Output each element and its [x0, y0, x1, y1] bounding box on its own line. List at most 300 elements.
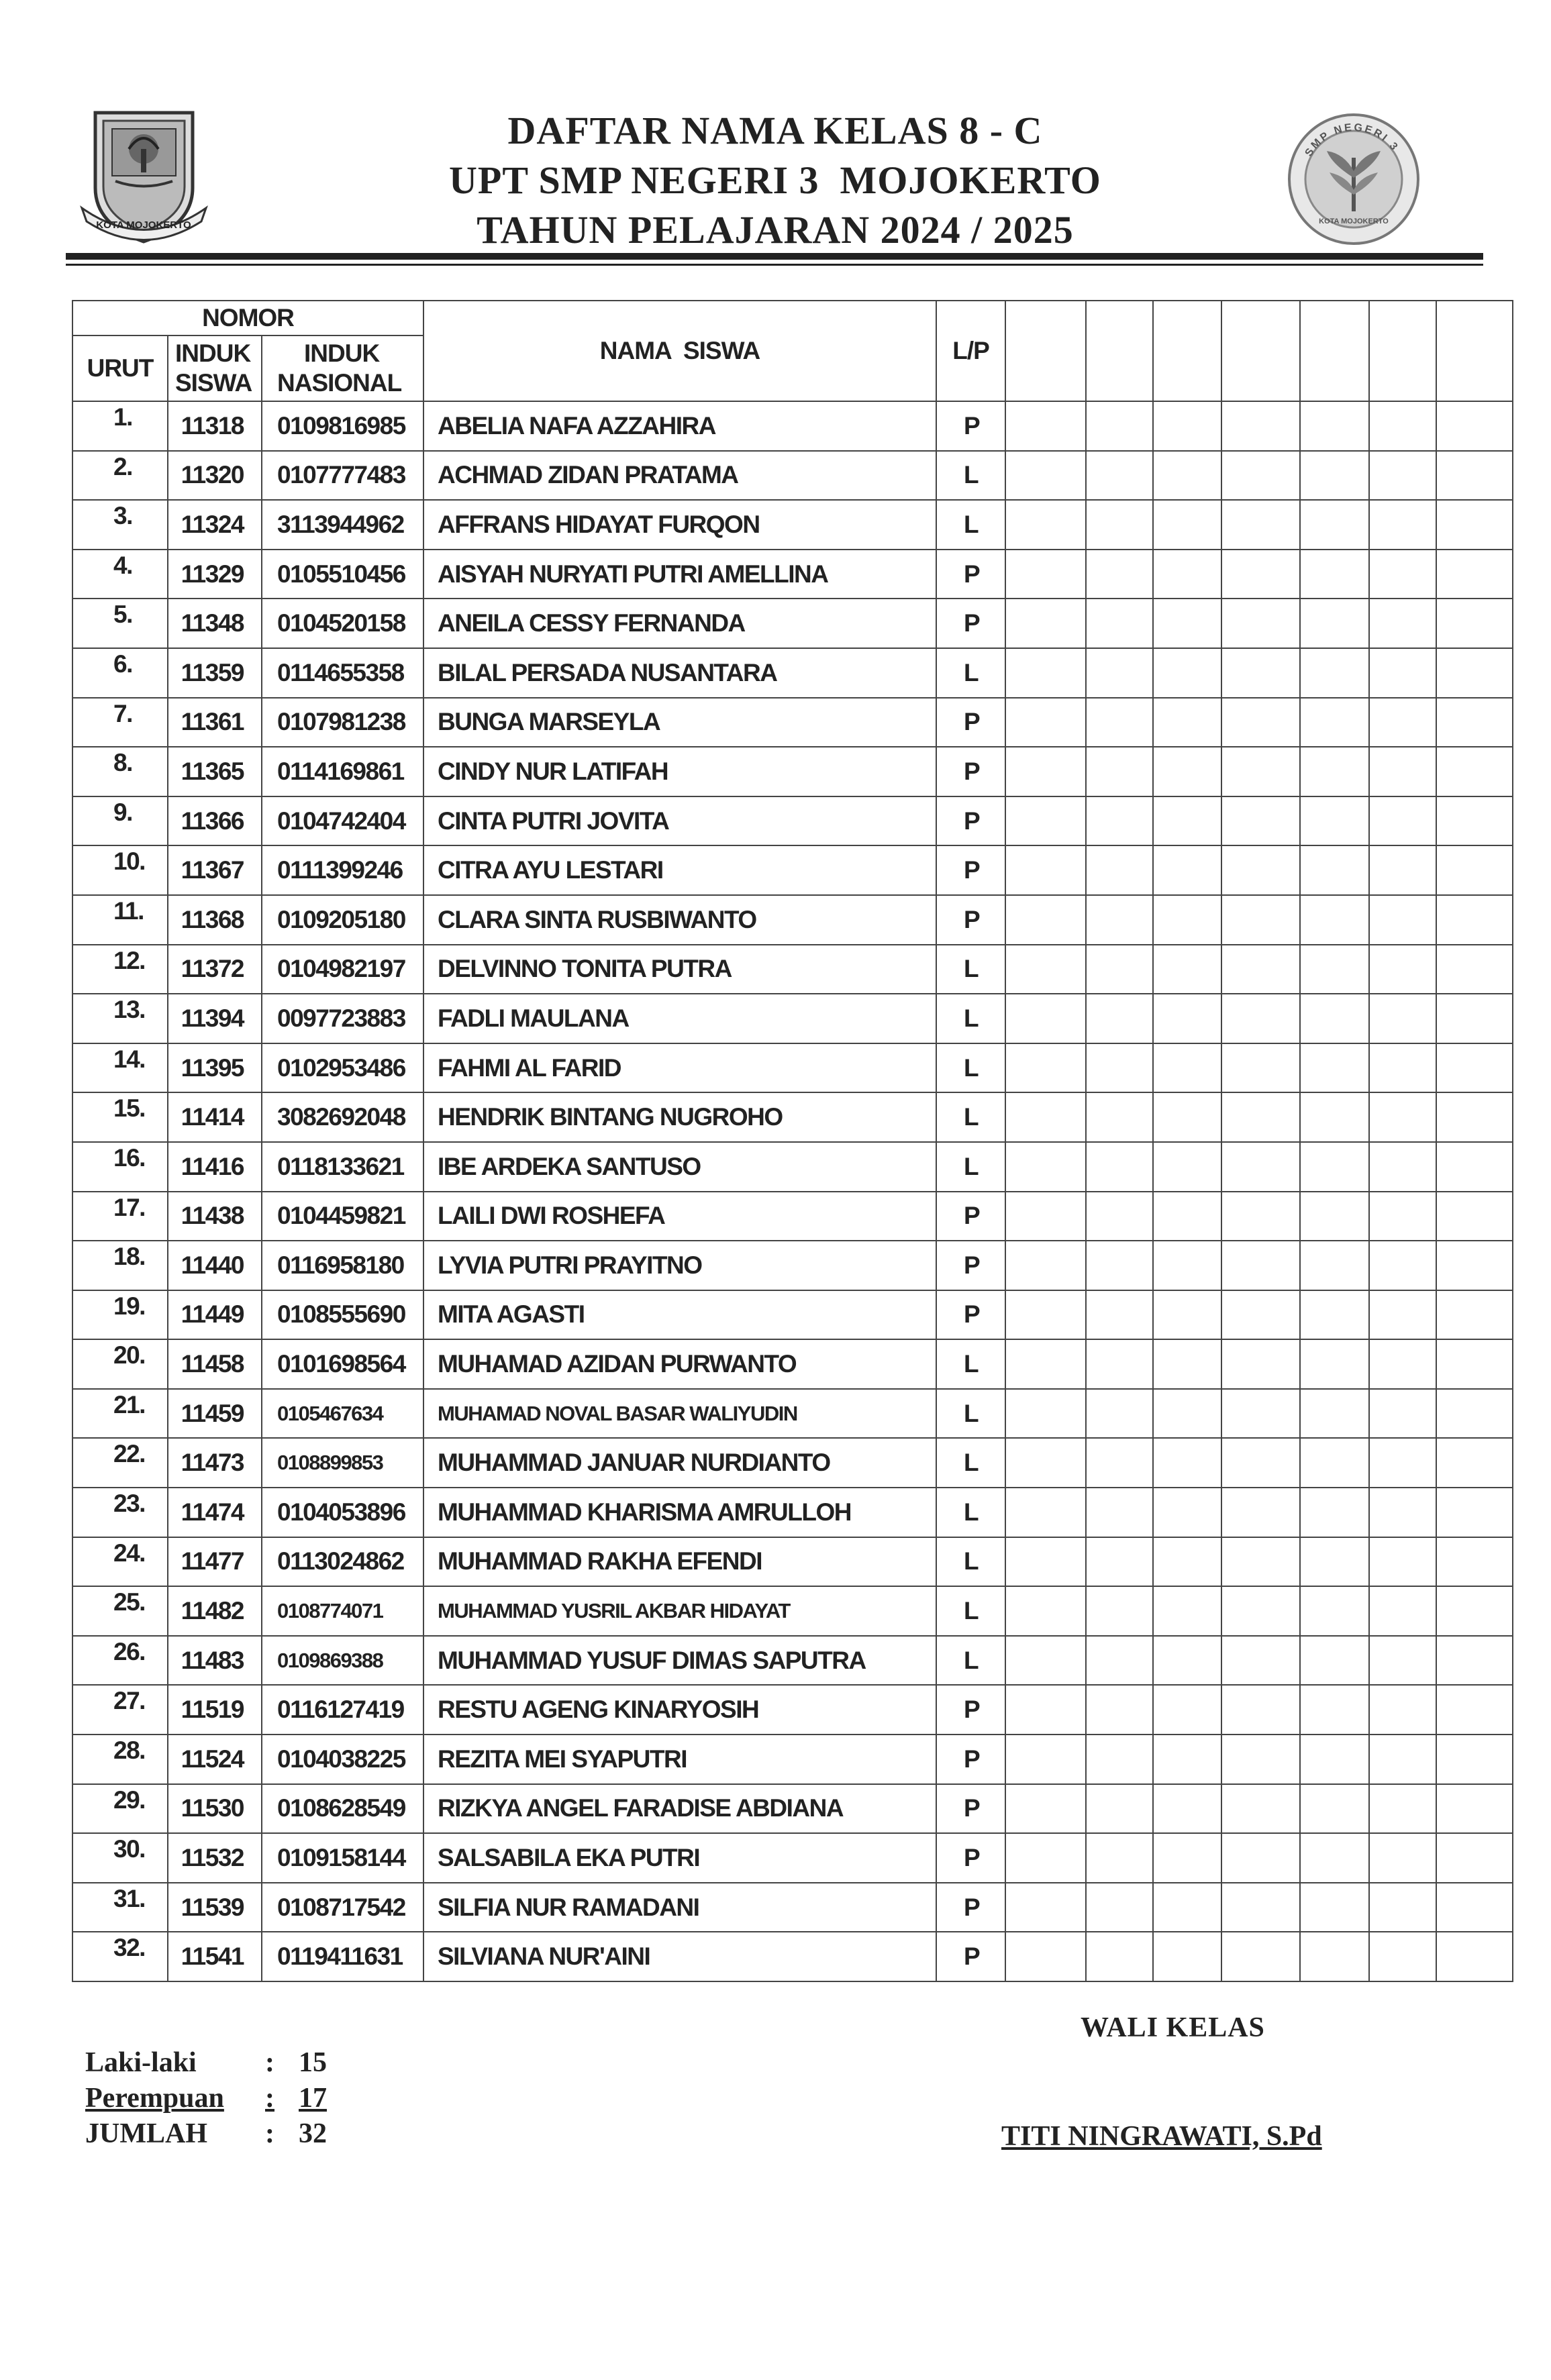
cell-nama-siswa: HENDRIK BINTANG NUGROHO [423, 1092, 936, 1142]
cell-empty [1300, 1735, 1369, 1784]
cell-induk-siswa: 11483 [168, 1636, 262, 1686]
title-line-3: TAHUN PELAJARAN 2024 / 2025 [477, 208, 1074, 252]
cell-empty [1005, 648, 1086, 698]
cell-empty [1221, 1241, 1300, 1290]
cell-empty [1436, 1784, 1513, 1834]
cell-empty [1221, 1488, 1300, 1537]
cell-induk-nasional: 0118133621 [262, 1142, 423, 1192]
cell-induk-siswa: 11530 [168, 1784, 262, 1834]
cell-urut: 3. [72, 500, 168, 550]
cell-empty [1369, 451, 1436, 501]
cell-empty [1005, 945, 1086, 994]
cell-lp: L [936, 1488, 1005, 1537]
cell-empty [1369, 1142, 1436, 1192]
cell-empty [1153, 1833, 1221, 1883]
cell-empty [1300, 845, 1369, 895]
cell-empty [1436, 747, 1513, 796]
cell-lp: L [936, 1636, 1005, 1686]
cell-empty [1221, 648, 1300, 698]
cell-empty [1369, 1241, 1436, 1290]
cell-empty [1153, 1784, 1221, 1834]
header-induk-nasional [262, 335, 423, 401]
cell-induk-nasional: 0104982197 [262, 945, 423, 994]
cell-empty [1221, 599, 1300, 648]
cell-empty [1369, 401, 1436, 451]
cell-induk-siswa: 11541 [168, 1932, 262, 1981]
cell-empty [1005, 994, 1086, 1043]
cell-empty [1436, 648, 1513, 698]
cell-induk-siswa: 11438 [168, 1192, 262, 1241]
cell-lp: L [936, 1438, 1005, 1488]
cell-empty [1086, 1833, 1153, 1883]
cell-empty [1221, 1092, 1300, 1142]
cell-induk-siswa: 11368 [168, 895, 262, 945]
cell-induk-nasional: 0105510456 [262, 550, 423, 599]
cell-lp: P [936, 747, 1005, 796]
cell-empty [1153, 1883, 1221, 1932]
cell-empty [1086, 1339, 1153, 1389]
cell-empty [1436, 698, 1513, 747]
cell-induk-siswa: 11440 [168, 1241, 262, 1290]
summary-colon: : [265, 2083, 274, 2114]
cell-empty [1005, 1142, 1086, 1192]
cell-empty [1086, 1142, 1153, 1192]
cell-empty [1005, 500, 1086, 550]
cell-empty [1300, 1685, 1369, 1735]
cell-empty [1005, 599, 1086, 648]
cell-induk-nasional: 0104459821 [262, 1192, 423, 1241]
header-nama-siswa: NAMA SISWA [423, 301, 936, 401]
cell-induk-nasional: 0108628549 [262, 1784, 423, 1834]
cell-lp: P [936, 1833, 1005, 1883]
cell-empty [1086, 1685, 1153, 1735]
cell-urut: 10. [72, 845, 168, 895]
cell-induk-siswa: 11524 [168, 1735, 262, 1784]
table-row [72, 1537, 1513, 1587]
cell-empty [1369, 1092, 1436, 1142]
cell-empty [1300, 1636, 1369, 1686]
cell-urut: 21. [72, 1389, 168, 1439]
cell-empty [1436, 1537, 1513, 1587]
cell-empty [1300, 1389, 1369, 1439]
cell-induk-nasional: 0108899853 [262, 1438, 423, 1488]
cell-induk-nasional: 0104520158 [262, 599, 423, 648]
cell-induk-nasional: 0102953486 [262, 1043, 423, 1093]
cell-urut: 4. [72, 550, 168, 599]
cell-empty [1153, 945, 1221, 994]
cell-urut: 27. [72, 1685, 168, 1735]
cell-lp: P [936, 1883, 1005, 1932]
cell-empty [1300, 1488, 1369, 1537]
cell-empty [1300, 1241, 1369, 1290]
cell-empty [1221, 1142, 1300, 1192]
cell-urut: 13. [72, 994, 168, 1043]
header-urut: URUT [72, 335, 168, 401]
cell-empty [1153, 994, 1221, 1043]
cell-lp: P [936, 1241, 1005, 1290]
cell-lp: L [936, 1586, 1005, 1636]
cell-induk-siswa: 11365 [168, 747, 262, 796]
cell-empty [1300, 895, 1369, 945]
cell-empty [1005, 1636, 1086, 1686]
cell-empty [1369, 1043, 1436, 1093]
cell-empty [1005, 1883, 1086, 1932]
cell-empty [1221, 1636, 1300, 1686]
cell-nama-siswa: CINDY NUR LATIFAH [423, 747, 936, 796]
cell-empty [1300, 698, 1369, 747]
header-induk-siswa-line2: SISWA [175, 369, 252, 397]
cell-empty [1086, 1092, 1153, 1142]
cell-empty [1300, 1290, 1369, 1340]
cell-empty [1086, 401, 1153, 451]
summary-laki-label: Laki-laki [85, 2047, 197, 2078]
cell-empty [1086, 451, 1153, 501]
cell-lp: P [936, 1932, 1005, 1981]
cell-induk-siswa: 11458 [168, 1339, 262, 1389]
cell-empty [1086, 845, 1153, 895]
title-line-2: UPT SMP NEGERI 3 MOJOKERTO [449, 158, 1101, 202]
city-emblem-text: KOTA MOJOKERTO [96, 219, 191, 231]
cell-empty [1369, 1290, 1436, 1340]
cell-empty [1436, 550, 1513, 599]
cell-nama-siswa: ACHMAD ZIDAN PRATAMA [423, 451, 936, 501]
cell-lp: P [936, 1784, 1005, 1834]
cell-empty [1221, 1784, 1300, 1834]
table-row [72, 1290, 1513, 1340]
cell-empty [1369, 1735, 1436, 1784]
cell-empty [1086, 1241, 1153, 1290]
cell-empty [1300, 1043, 1369, 1093]
cell-induk-nasional: 0101698564 [262, 1339, 423, 1389]
cell-empty [1086, 1438, 1153, 1488]
cell-empty [1369, 648, 1436, 698]
cell-empty [1369, 1784, 1436, 1834]
cell-empty [1369, 1932, 1436, 1981]
cell-empty [1153, 1389, 1221, 1439]
cell-empty [1436, 1290, 1513, 1340]
cell-empty [1369, 796, 1436, 846]
cell-urut: 7. [72, 698, 168, 747]
cell-empty [1369, 1586, 1436, 1636]
cell-empty [1369, 845, 1436, 895]
table-row [72, 1833, 1513, 1883]
cell-empty [1221, 1537, 1300, 1587]
cell-nama-siswa: LAILI DWI ROSHEFA [423, 1192, 936, 1241]
cell-empty [1221, 1043, 1300, 1093]
cell-induk-nasional: 0108555690 [262, 1290, 423, 1340]
summary-jumlah [85, 2116, 354, 2152]
cell-nama-siswa: AFFRANS HIDAYAT FURQON [423, 500, 936, 550]
cell-empty [1221, 698, 1300, 747]
cell-nama-siswa: CLARA SINTA RUSBIWANTO [423, 895, 936, 945]
cell-empty [1221, 401, 1300, 451]
cell-nama-siswa: CITRA AYU LESTARI [423, 845, 936, 895]
cell-lp: L [936, 994, 1005, 1043]
cell-empty [1005, 895, 1086, 945]
cell-empty [1221, 796, 1300, 846]
cell-induk-siswa: 11329 [168, 550, 262, 599]
cell-lp: L [936, 1389, 1005, 1439]
cell-empty [1005, 1735, 1086, 1784]
cell-nama-siswa: FAHMI AL FARID [423, 1043, 936, 1093]
cell-lp: L [936, 945, 1005, 994]
table-row [72, 1685, 1513, 1735]
cell-empty [1369, 599, 1436, 648]
cell-lp: L [936, 1537, 1005, 1587]
cell-induk-nasional: 0104038225 [262, 1735, 423, 1784]
cell-empty [1005, 550, 1086, 599]
cell-empty [1005, 1092, 1086, 1142]
cell-empty [1300, 451, 1369, 501]
cell-induk-nasional: 0114169861 [262, 747, 423, 796]
cell-empty [1153, 1438, 1221, 1488]
cell-urut: 28. [72, 1735, 168, 1784]
title-line-1: DAFTAR NAMA KELAS 8 - C [507, 109, 1043, 152]
cell-induk-nasional: 0114655358 [262, 648, 423, 698]
table-row [72, 1735, 1513, 1784]
cell-nama-siswa: MITA AGASTI [423, 1290, 936, 1340]
summary-jumlah-label: JUMLAH [85, 2118, 207, 2149]
cell-nama-siswa: ANEILA CESSY FERNANDA [423, 599, 936, 648]
cell-empty [1300, 1883, 1369, 1932]
header-empty-col [1153, 301, 1221, 401]
cell-empty [1005, 747, 1086, 796]
cell-empty [1300, 401, 1369, 451]
cell-empty [1086, 1192, 1153, 1241]
cell-urut: 26. [72, 1636, 168, 1686]
cell-empty [1086, 1389, 1153, 1439]
cell-empty [1005, 1290, 1086, 1340]
cell-empty [1005, 1043, 1086, 1093]
cell-induk-siswa: 11414 [168, 1092, 262, 1142]
cell-empty [1369, 1389, 1436, 1439]
cell-empty [1436, 1488, 1513, 1537]
table-row [72, 796, 1513, 846]
header-empty-col [1221, 301, 1300, 401]
header-lp: L/P [936, 301, 1005, 401]
cell-urut: 15. [72, 1092, 168, 1142]
cell-induk-siswa: 11416 [168, 1142, 262, 1192]
cell-empty [1300, 550, 1369, 599]
table-row [72, 401, 1513, 451]
cell-empty [1086, 1735, 1153, 1784]
cell-induk-nasional: 0113024862 [262, 1537, 423, 1587]
cell-empty [1153, 845, 1221, 895]
table-row [72, 1339, 1513, 1389]
cell-induk-siswa: 11324 [168, 500, 262, 550]
gender-summary [85, 2045, 354, 2152]
cell-urut: 14. [72, 1043, 168, 1093]
cell-nama-siswa: BUNGA MARSEYLA [423, 698, 936, 747]
cell-induk-nasional: 3082692048 [262, 1092, 423, 1142]
cell-lp: P [936, 796, 1005, 846]
cell-urut: 24. [72, 1537, 168, 1587]
cell-empty [1436, 1043, 1513, 1093]
cell-induk-nasional: 0116127419 [262, 1685, 423, 1735]
cell-urut: 23. [72, 1488, 168, 1537]
table-row [72, 1636, 1513, 1686]
cell-empty [1005, 401, 1086, 451]
cell-nama-siswa: REZITA MEI SYAPUTRI [423, 1735, 936, 1784]
summary-perempuan [85, 2081, 354, 2116]
cell-lp: P [936, 550, 1005, 599]
cell-empty [1300, 796, 1369, 846]
cell-empty [1300, 1339, 1369, 1389]
cell-induk-siswa: 11318 [168, 401, 262, 451]
cell-empty [1300, 500, 1369, 550]
cell-lp: P [936, 599, 1005, 648]
cell-empty [1369, 1537, 1436, 1587]
cell-empty [1221, 500, 1300, 550]
cell-lp: P [936, 1290, 1005, 1340]
cell-empty [1221, 1389, 1300, 1439]
cell-empty [1153, 1537, 1221, 1587]
cell-empty [1300, 945, 1369, 994]
cell-empty [1153, 1488, 1221, 1537]
table-row [72, 1488, 1513, 1537]
cell-empty [1005, 1438, 1086, 1488]
cell-empty [1221, 945, 1300, 994]
cell-empty [1369, 994, 1436, 1043]
cell-lp: L [936, 500, 1005, 550]
cell-empty [1005, 796, 1086, 846]
cell-empty [1221, 550, 1300, 599]
cell-empty [1153, 1142, 1221, 1192]
cell-empty [1086, 895, 1153, 945]
table-row [72, 1784, 1513, 1834]
cell-induk-siswa: 11477 [168, 1537, 262, 1587]
cell-empty [1436, 451, 1513, 501]
cell-empty [1005, 1685, 1086, 1735]
table-row [72, 1438, 1513, 1488]
cell-empty [1086, 500, 1153, 550]
cell-empty [1436, 895, 1513, 945]
cell-lp: P [936, 895, 1005, 945]
header-nomor: NOMOR [72, 301, 423, 335]
cell-nama-siswa: MUHAMAD AZIDAN PURWANTO [423, 1339, 936, 1389]
cell-empty [1436, 1389, 1513, 1439]
cell-induk-siswa: 11474 [168, 1488, 262, 1537]
cell-empty [1086, 599, 1153, 648]
cell-induk-siswa: 11532 [168, 1833, 262, 1883]
cell-urut: 11. [72, 895, 168, 945]
header-empty-col [1436, 301, 1513, 401]
cell-induk-siswa: 11449 [168, 1290, 262, 1340]
cell-urut: 20. [72, 1339, 168, 1389]
roster-body [72, 401, 1513, 1981]
cell-empty [1369, 1438, 1436, 1488]
cell-empty [1436, 1339, 1513, 1389]
cell-urut: 30. [72, 1833, 168, 1883]
cell-empty [1153, 1685, 1221, 1735]
cell-induk-siswa: 11361 [168, 698, 262, 747]
cell-induk-nasional: 0119411631 [262, 1932, 423, 1981]
cell-empty [1086, 1636, 1153, 1686]
table-row [72, 1389, 1513, 1439]
cell-empty [1005, 1537, 1086, 1587]
cell-induk-nasional: 0116958180 [262, 1241, 423, 1290]
cell-empty [1436, 1883, 1513, 1932]
cell-empty [1221, 1438, 1300, 1488]
table-row [72, 599, 1513, 648]
cell-induk-siswa: 11320 [168, 451, 262, 501]
cell-empty [1153, 895, 1221, 945]
cell-urut: 8. [72, 747, 168, 796]
cell-nama-siswa: LYVIA PUTRI PRAYITNO [423, 1241, 936, 1290]
cell-empty [1369, 945, 1436, 994]
cell-empty [1436, 599, 1513, 648]
cell-induk-siswa: 11459 [168, 1389, 262, 1439]
cell-induk-siswa: 11367 [168, 845, 262, 895]
cell-urut: 22. [72, 1438, 168, 1488]
cell-empty [1086, 698, 1153, 747]
cell-lp: L [936, 1339, 1005, 1389]
cell-empty [1369, 1488, 1436, 1537]
cell-lp: P [936, 1685, 1005, 1735]
cell-empty [1436, 401, 1513, 451]
cell-urut: 6. [72, 648, 168, 698]
cell-empty [1436, 1586, 1513, 1636]
summary-laki-value: 15 [299, 2047, 327, 2078]
cell-empty [1005, 1389, 1086, 1439]
cell-induk-nasional: 0109158144 [262, 1833, 423, 1883]
cell-empty [1300, 1438, 1369, 1488]
signature-title: WALI KELAS [1081, 2012, 1265, 2043]
cell-empty [1436, 1735, 1513, 1784]
cell-nama-siswa: MUHAMMAD RAKHA EFENDI [423, 1537, 936, 1587]
cell-urut: 16. [72, 1142, 168, 1192]
cell-induk-nasional: 0107981238 [262, 698, 423, 747]
cell-induk-nasional: 0108717542 [262, 1883, 423, 1932]
cell-empty [1300, 648, 1369, 698]
cell-empty [1086, 648, 1153, 698]
summary-jumlah-value: 32 [299, 2118, 327, 2149]
cell-empty [1436, 1142, 1513, 1192]
cell-empty [1436, 1241, 1513, 1290]
cell-empty [1436, 1636, 1513, 1686]
cell-empty [1005, 1833, 1086, 1883]
table-row [72, 451, 1513, 501]
cell-induk-siswa: 11395 [168, 1043, 262, 1093]
cell-empty [1086, 1883, 1153, 1932]
cell-empty [1153, 796, 1221, 846]
cell-empty [1300, 1833, 1369, 1883]
header-empty-col [1369, 301, 1436, 401]
table-row [72, 1241, 1513, 1290]
cell-nama-siswa: ABELIA NAFA AZZAHIRA [423, 401, 936, 451]
summary-colon: : [265, 2047, 274, 2078]
table-row [72, 1092, 1513, 1142]
cell-empty [1005, 698, 1086, 747]
cell-empty [1369, 747, 1436, 796]
cell-urut: 5. [72, 599, 168, 648]
header-empty-col [1300, 301, 1369, 401]
cell-empty [1221, 1932, 1300, 1981]
cell-empty [1005, 1192, 1086, 1241]
cell-nama-siswa: FADLI MAULANA [423, 994, 936, 1043]
cell-empty [1005, 1784, 1086, 1834]
cell-empty [1369, 1883, 1436, 1932]
table-row [72, 550, 1513, 599]
table-row [72, 747, 1513, 796]
cell-empty [1153, 550, 1221, 599]
cell-nama-siswa: BILAL PERSADA NUSANTARA [423, 648, 936, 698]
cell-empty [1436, 1932, 1513, 1981]
cell-empty [1369, 500, 1436, 550]
cell-empty [1221, 1735, 1300, 1784]
cell-induk-nasional: 0111399246 [262, 845, 423, 895]
cell-empty [1153, 1092, 1221, 1142]
